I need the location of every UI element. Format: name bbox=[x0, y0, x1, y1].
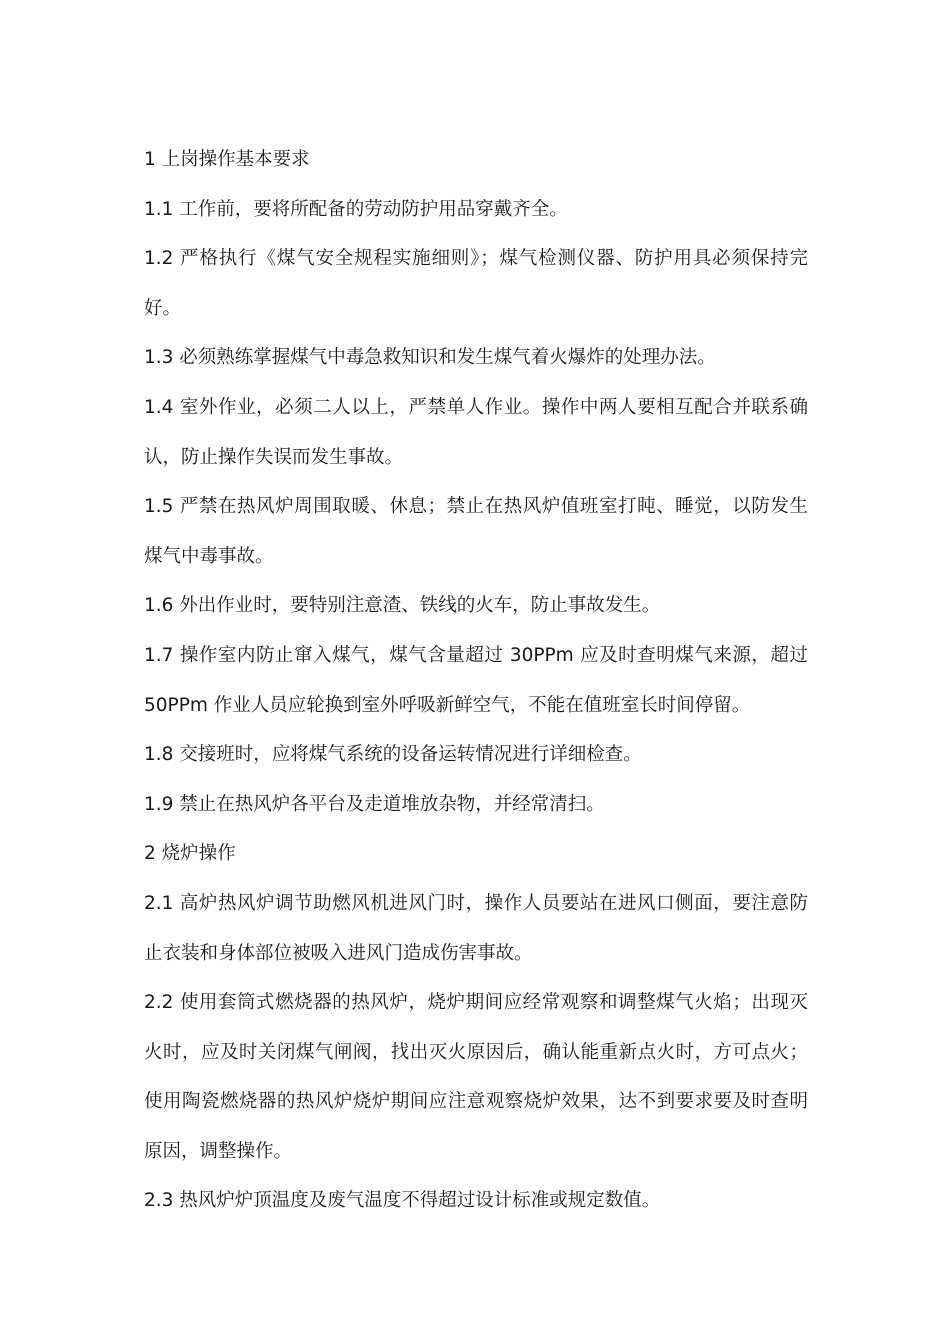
paragraph-1-7: 1.7 操作室内防止窜入煤气，煤气含量超过 30PPm 应及时查明煤气来源，超过 50PPm 作业人员应轮换到室外呼吸新鲜空气，不能在值班室长时间停留。 bbox=[144, 644, 808, 716]
section-heading-1: 1 上岗操作基本要求 bbox=[144, 149, 310, 170]
paragraph-1-2: 1.2 严格执行《煤气安全规程实施细则》；煤气检测仪器、防护用具必须保持完好。 bbox=[144, 248, 808, 319]
paragraph-1-4: 1.4 室外作业，必须二人以上，严禁单人作业。操作中两人要相互配合并联系确认，防止操作失误而发生事故。 bbox=[144, 396, 808, 468]
paragraph-2-3: 2.3 热风炉炉顶温度及废气温度不得超过设计标准或规定数值。 bbox=[144, 1190, 661, 1212]
section-heading-2: 2 烧炉操作 bbox=[144, 843, 236, 865]
paragraph-1-6: 1.6 外出作业时，要特别注意渣、铁线的火车，防止事故发生。 bbox=[144, 595, 661, 617]
paragraph-1-9: 1.9 禁止在热风炉各平台及走道堆放杂物，并经常清扫。 bbox=[144, 793, 605, 815]
paragraph-1-5: 1.5 严禁在热风炉周围取暖、休息；禁止在热风炉值班室打盹、睡觉，以防发生煤气中毒事故。 bbox=[144, 496, 808, 567]
document-body bbox=[144, 135, 808, 1226]
paragraph-2-1: 2.1 高炉热风炉调节助燃风机进风门时，操作人员要站在进风口侧面，要注意防止衣装和身体部位被吸入进风门造成伤害事故。 bbox=[144, 892, 808, 964]
paragraph-1-8: 1.8 交接班时，应将煤气系统的设备运转情况进行详细检查。 bbox=[144, 744, 642, 766]
paragraph-1-3: 1.3 必须熟练掌握煤气中毒急救知识和发生煤气着火爆炸的处理办法。 bbox=[144, 347, 716, 369]
paragraph-1-1: 1.1 工作前，要将所配备的劳动防护用品穿戴齐全。 bbox=[144, 198, 568, 220]
paragraph-2-2: 2.2 使用套筒式燃烧器的热风炉，烧炉期间应经常观察和调整煤气火焰；出现灭火时，应及时关闭煤气闸阀，找出灭火原因后，确认能重新点火时，方可点火；使用陶瓷燃烧器的热风炉烧炉期间应注意观察烧炉效果，达不到要求要及时查明原因，调整操作。 bbox=[144, 992, 808, 1162]
